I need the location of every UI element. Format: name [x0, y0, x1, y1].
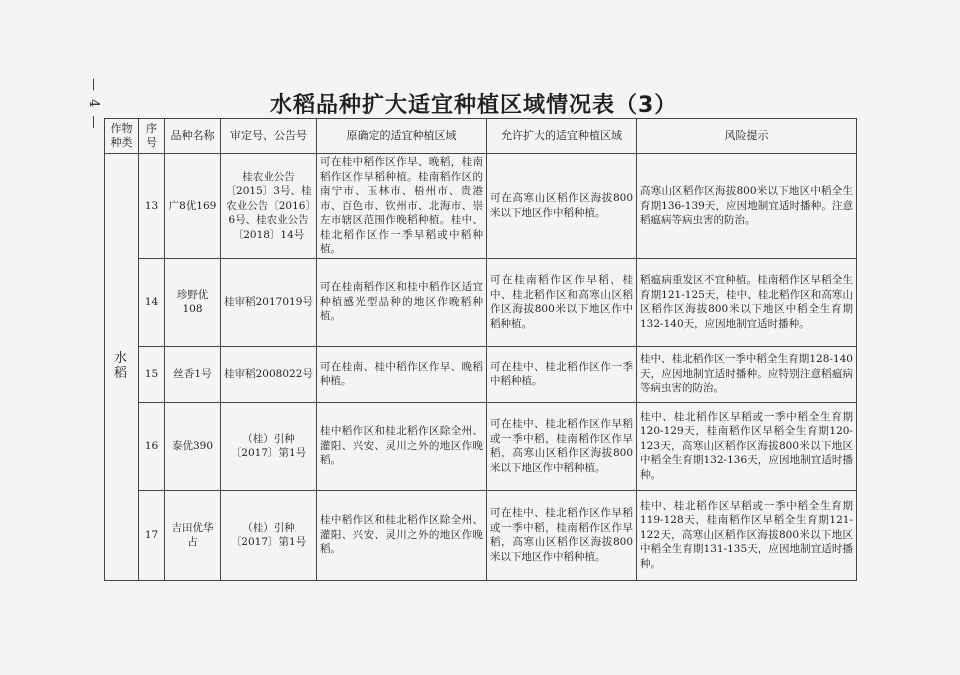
approval-number: 桂农业公告〔2015〕3号、桂农业公告〔2016〕6号、桂农业公告〔2018〕14号 [221, 154, 317, 259]
original-region: 可在桂南稻作区和桂中稻作区适宜种植感光型品种的地区作晚稻种植。 [317, 258, 487, 346]
table-row [105, 402, 857, 490]
risk-notice: 桂中、桂北稻作区早稻或一季中稻全生育期119-128天，桂南稻作区早稻全生育期121-122天，高寒山区稻作区海拔800米以下地区中稻全生育期131-135天，应因地制宜适时播种。 [637, 490, 857, 580]
risk-notice: 桂中、桂北稻作区早稻或一季中稻全生育期120-129天，桂南稻作区早稻全生育期120-123天，高寒山区稻作区海拔800米以下地区中稻全生育期132-136天，应因地制宜适时播种。 [637, 402, 857, 490]
expanded-region: 可在桂中、桂北稻作区作一季中稻种植。 [487, 346, 637, 402]
approval-number: 桂审稻2008022号 [221, 346, 317, 402]
approval-number: 桂审稻2017019号 [221, 258, 317, 346]
row-number: 17 [139, 490, 165, 580]
header-number: 序号 [139, 119, 165, 154]
original-region: 桂中稻作区和桂北稻作区除全州、灌阳、兴安、灵川之外的地区作晚稻。 [317, 490, 487, 580]
table-row [105, 490, 857, 580]
original-region: 可在桂中稻作区作早、晚稻，桂南稻作区作早稻种植。桂南稻作区的南宁市、玉林市、梧州市、贵港市、百色市、钦州市、北海市、崇左市辖区范围作晚稻种植。桂中、桂北稻作区作一季早稻或中稻种植。 [317, 154, 487, 259]
original-region: 桂中稻作区和桂北稻作区除全州、灌阳、兴安、灵川之外的地区作晚稻。 [317, 402, 487, 490]
header-crop-type: 作物种类 [105, 119, 139, 154]
header-risk-notice: 风险提示 [637, 119, 857, 154]
row-number: 13 [139, 154, 165, 259]
variety-name: 丝香1号 [165, 346, 221, 402]
expanded-region: 可在高寒山区稻作区海拔800米以下地区作中稻种植。 [487, 154, 637, 259]
header-variety-name: 品种名称 [165, 119, 221, 154]
header-approval-number: 审定号、公告号 [221, 119, 317, 154]
risk-notice: 桂中、桂北稻作区一季中稻全生育期128-140天，应因地制宜适时播种。应特别注意稻瘟病等病虫害的防治。 [637, 346, 857, 402]
header-row [105, 119, 857, 154]
variety-name: 珍野优108 [165, 258, 221, 346]
variety-name: 吉田优华占 [165, 490, 221, 580]
header-original-region: 原确定的适宜种植区域 [317, 119, 487, 154]
original-region: 可在桂南、桂中稻作区作早、晚稻种植。 [317, 346, 487, 402]
variety-name: 广8优169 [165, 154, 221, 259]
expanded-region: 可在桂南稻作区作早稻，桂中、桂北稻作区和高寒山区稻作区海拔800米以下地区作中稻种植。 [487, 258, 637, 346]
risk-notice: 高寒山区稻作区海拔800米以下地区中稻全生育期136-139天，应因地制宜适时播种。注意稻瘟病等病虫害的防治。 [637, 154, 857, 259]
approval-number: （桂）引种〔2017〕第1号 [221, 402, 317, 490]
page-number: — 4 — [86, 78, 101, 131]
row-number: 16 [139, 402, 165, 490]
table-row [105, 346, 857, 402]
table-row [105, 154, 857, 259]
table-row [105, 258, 857, 346]
crop-type-cell: 水稻 [105, 154, 139, 581]
approval-number: （桂）引种〔2017〕第1号 [221, 490, 317, 580]
variety-table [104, 118, 857, 581]
expanded-region: 可在桂中、桂北稻作区作早稻或一季中稻，桂南稻作区作早稻，高寒山区稻作区海拔800米以下地区作中稻种植。 [487, 490, 637, 580]
variety-name: 泰优390 [165, 402, 221, 490]
expanded-region: 可在桂中、桂北稻作区作早稻或一季中稻，桂南稻作区作早稻，高寒山区稻作区海拔800米以下地区作中稻种植。 [487, 402, 637, 490]
page-title: 水稻品种扩大适宜种植区域情况表（3） [270, 93, 678, 118]
header-expanded-region: 允许扩大的适宜种植区域 [487, 119, 637, 154]
row-number: 14 [139, 258, 165, 346]
row-number: 15 [139, 346, 165, 402]
risk-notice: 稻瘟病重发区不宜种植。桂南稻作区早稻全生育期121-125天，桂中、桂北稻作区和高寒山区稻作区海拔800米以下地区中稻全生育期132-140天，应因地制宜适时播种。 [637, 258, 857, 346]
